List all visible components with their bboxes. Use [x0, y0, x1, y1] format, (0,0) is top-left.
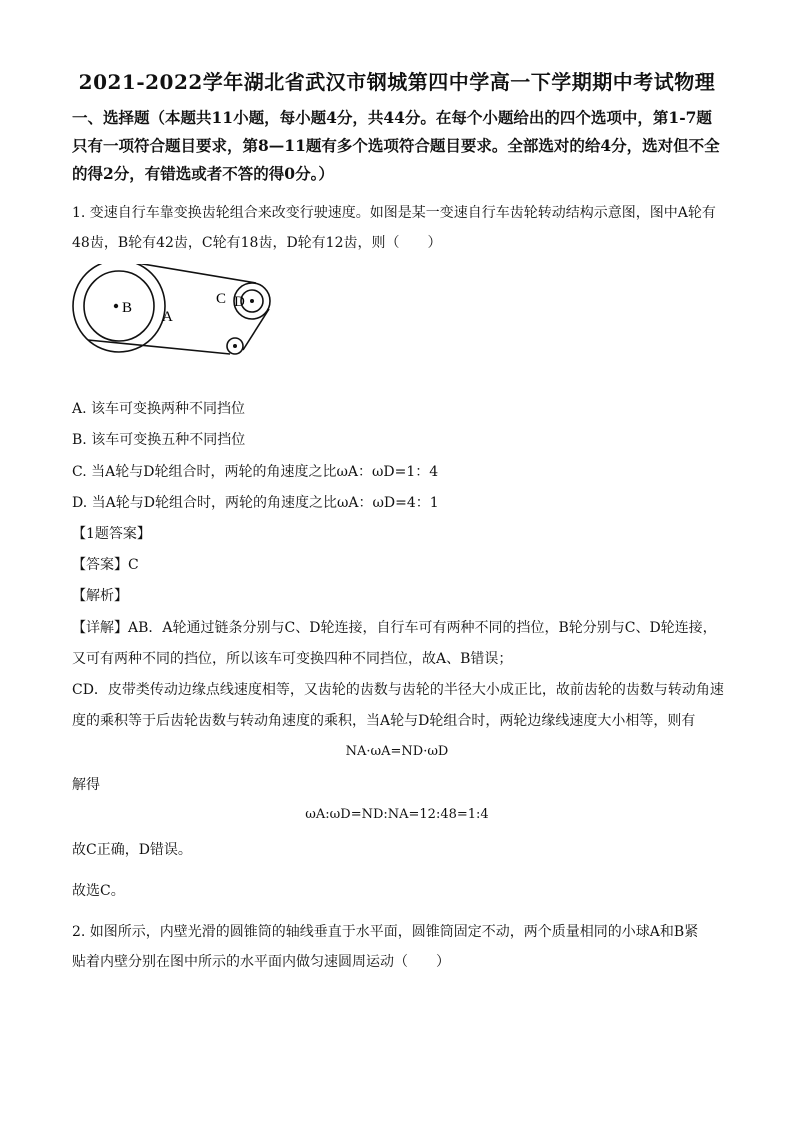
q1-solve-label: 解得 — [72, 777, 100, 793]
q1-formula-1: NA·ωA=ND·ωD — [345, 744, 449, 759]
q1-option-a: A. 该车可变换两种不同挡位 — [72, 401, 246, 417]
q1-stem-line1: 1. 变速自行车靠变换齿轮组合来改变行驶速度。如图是某一变速自行车齿轮转动结构示意图，图中A轮有 — [72, 205, 716, 221]
page-title: 2021-2022学年湖北省武汉市钢城第四中学高一下学期期中考试物理 — [78, 70, 716, 94]
q2-stem-line1: 2. 如图所示，内壁光滑的圆锥筒的轴线垂直于水平面，圆锥筒固定不动，两个质量相同的小球A和B紧 — [72, 924, 699, 940]
section-heading: 一、选择题（本题共11小题，每小题4分，共44分。在每个小题给出的四个选项中，第1-7题只有一项符合题目要求，第8—11题有多个选项符合题目要求。全部选对的给4分，选对但不全的得2分，有错选或者不答的得0分。） — [72, 108, 720, 183]
gear-a-circle — [73, 264, 165, 352]
gear-b-center — [114, 304, 118, 308]
idler-center — [233, 344, 237, 348]
gear-b-circle — [84, 271, 154, 341]
q2-stem-line2: 贴着内壁分别在图中所示的水平面内做匀速圆周运动（ ） — [72, 954, 450, 970]
label-c: C — [216, 291, 227, 307]
q1-stem-line2: 48齿，B轮有42齿，C轮有18齿，D轮有12齿，则（ ） — [72, 235, 442, 251]
q1-option-d: D. 当A轮与D轮组合时，两轮的角速度之比ωA：ωD=4：1 — [72, 495, 439, 511]
q1-detail-line2: 又可有两种不同的挡位，所以该车可变换四种不同挡位，故A、B错误； — [72, 651, 513, 667]
label-d: D — [234, 294, 245, 310]
q1-conclusion: 故C正确，D错误。 — [72, 842, 192, 858]
chain-top — [119, 264, 256, 283]
q1-choice: 故选C。 — [72, 883, 125, 899]
label-b: B — [122, 300, 133, 316]
q1-option-c: C. 当A轮与D轮组合时，两轮的角速度之比ωA：ωD=1：4 — [72, 464, 439, 480]
q1-formula-2: ωA:ωD=ND:NA=12:48=1:4 — [305, 807, 489, 822]
chain-bottom — [88, 340, 230, 354]
q1-analysis-tag: 【解析】 — [72, 588, 128, 604]
q1-answer-tag: 【1题答案】 — [72, 526, 151, 542]
chain-right — [243, 309, 269, 350]
q1-detail-line3: CD．皮带类传动边缘点线速度相等，又齿轮的齿数与齿轮的半径大小成正比，故前齿轮的齿数与转动角速 — [72, 682, 724, 698]
q1-option-b: B. 该车可变换五种不同挡位 — [72, 432, 246, 448]
gear-diagram — [66, 264, 286, 374]
q1-detail-line1: 【详解】AB．A轮通过链条分别与C、D轮连接，自行车可有两种不同的挡位，B轮分别与C、D轮连接， — [72, 620, 717, 636]
q1-answer: 【答案】C — [72, 557, 139, 573]
q1-detail-line4: 度的乘积等于后齿轮齿数与转动角速度的乘积，当A轮与D轮组合时，两轮边缘线速度大小相等，则有 — [72, 713, 696, 729]
label-a: A — [162, 309, 173, 325]
gear-cd-center — [250, 299, 254, 303]
